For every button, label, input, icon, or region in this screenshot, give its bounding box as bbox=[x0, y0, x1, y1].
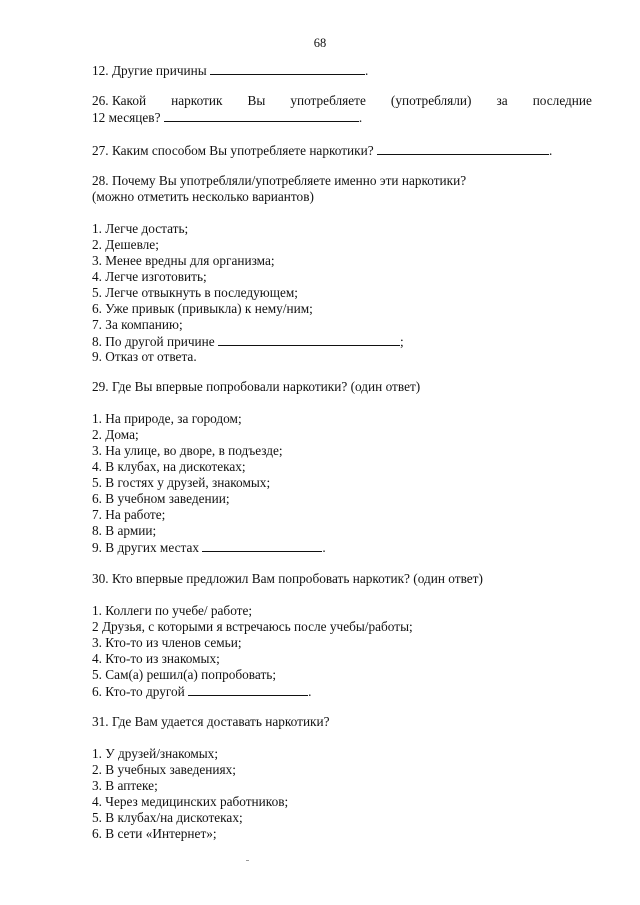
answer-blank bbox=[377, 142, 549, 155]
q29-option: 6. В учебном заведении; bbox=[92, 491, 230, 506]
q29-option: 2. Дома; bbox=[92, 427, 139, 442]
q26-word: 26. Какой bbox=[92, 93, 147, 108]
question-27 bbox=[92, 142, 552, 159]
q29-option: 3. На улице, во дворе, в подъезде; bbox=[92, 443, 283, 458]
q30-option: 5. Сам(а) решил(а) попробовать; bbox=[92, 667, 277, 682]
q31-option: 4. Через медицинских работников; bbox=[92, 794, 289, 809]
q30-option-6 bbox=[92, 683, 311, 700]
question-28-note: (можно отметить несколько вариантов) bbox=[92, 189, 314, 204]
answer-blank bbox=[188, 683, 308, 696]
q28-option: 6. Уже привык (привыкла) к нему/ним; bbox=[92, 301, 313, 316]
punctuation: . bbox=[548, 143, 553, 158]
q29-option: 8. В армии; bbox=[92, 523, 157, 538]
q28-option: 7. За компанию; bbox=[92, 317, 183, 332]
question-30-title: 30. Кто впервые предложил Вам попробовать наркотик? (один ответ) bbox=[92, 571, 483, 586]
scan-speck bbox=[246, 860, 249, 861]
question-26-line1 bbox=[92, 93, 592, 109]
punctuation: . bbox=[322, 540, 326, 555]
q30-option: 2 Друзья, с которыми я встречаюсь после учебы/работы; bbox=[92, 619, 413, 634]
answer-blank bbox=[218, 333, 400, 346]
question-28-title: 28. Почему Вы употребляли/употребляете именно эти наркотики? bbox=[92, 173, 467, 188]
q30-option: 1. Коллеги по учебе/ работе; bbox=[92, 603, 253, 618]
question-29-title: 29. Где Вы впервые попробовали наркотики? (один ответ) bbox=[92, 379, 421, 394]
q31-option: 5. В клубах/на дискотеках; bbox=[92, 810, 243, 825]
q31-option: 3. В аптеке; bbox=[92, 778, 158, 793]
q31-option: 1. У друзей/знакомых; bbox=[92, 746, 219, 761]
q26-word: употребляете bbox=[290, 93, 366, 108]
punctuation: . bbox=[365, 63, 369, 78]
q28-option: 4. Легче изготовить; bbox=[92, 269, 207, 284]
question-26-line2 bbox=[92, 109, 362, 126]
question-31-title: 31. Где Вам удается доставать наркотики? bbox=[92, 714, 330, 729]
q26-word: Вы bbox=[247, 93, 266, 108]
page-number: 68 bbox=[313, 36, 327, 50]
question-12 bbox=[92, 62, 368, 79]
q29-option: 4. В клубах, на дискотеках; bbox=[92, 459, 246, 474]
q29-option: 1. На природе, за городом; bbox=[92, 411, 242, 426]
answer-blank bbox=[210, 62, 365, 75]
q29-option-9 bbox=[92, 539, 326, 556]
q31-option: 6. В сети «Интернет»; bbox=[92, 826, 217, 841]
answer-blank bbox=[164, 109, 359, 122]
question-27-text: 27. Каким способом Вы употребляете наркотики? bbox=[92, 143, 374, 158]
q31-option: 2. В учебных заведениях; bbox=[92, 762, 236, 777]
answer-blank bbox=[202, 539, 322, 552]
q26-word: последние bbox=[532, 93, 592, 108]
q29-option: 7. На работе; bbox=[92, 507, 166, 522]
question-12-text: 12. Другие причины bbox=[92, 63, 207, 78]
punctuation: ; bbox=[400, 334, 404, 349]
q26-word: наркотик bbox=[171, 93, 223, 108]
q30-option: 4. Кто-то из знакомых; bbox=[92, 651, 220, 666]
q28-option-8-text: 8. По другой причине bbox=[92, 334, 215, 349]
q26-word: за bbox=[496, 93, 508, 108]
q30-option-6-text: 6. Кто-то другой bbox=[92, 684, 185, 699]
q30-option: 3. Кто-то из членов семьи; bbox=[92, 635, 242, 650]
q28-option: 3. Менее вредны для организма; bbox=[92, 253, 275, 268]
q28-option: 2. Дешевле; bbox=[92, 237, 159, 252]
q28-option: 9. Отказ от ответа. bbox=[92, 349, 197, 364]
q28-option: 1. Легче достать; bbox=[92, 221, 189, 236]
question-26-text: 12 месяцев? bbox=[92, 110, 161, 125]
punctuation: . bbox=[358, 110, 363, 125]
q26-word: (употребляли) bbox=[390, 93, 472, 108]
q28-option: 5. Легче отвыкнуть в последующем; bbox=[92, 285, 298, 300]
q28-option-8 bbox=[92, 333, 404, 350]
q29-option: 5. В гостях у друзей, знакомых; bbox=[92, 475, 271, 490]
q29-option-9-text: 9. В других местах bbox=[92, 540, 199, 555]
punctuation: . bbox=[308, 684, 312, 699]
